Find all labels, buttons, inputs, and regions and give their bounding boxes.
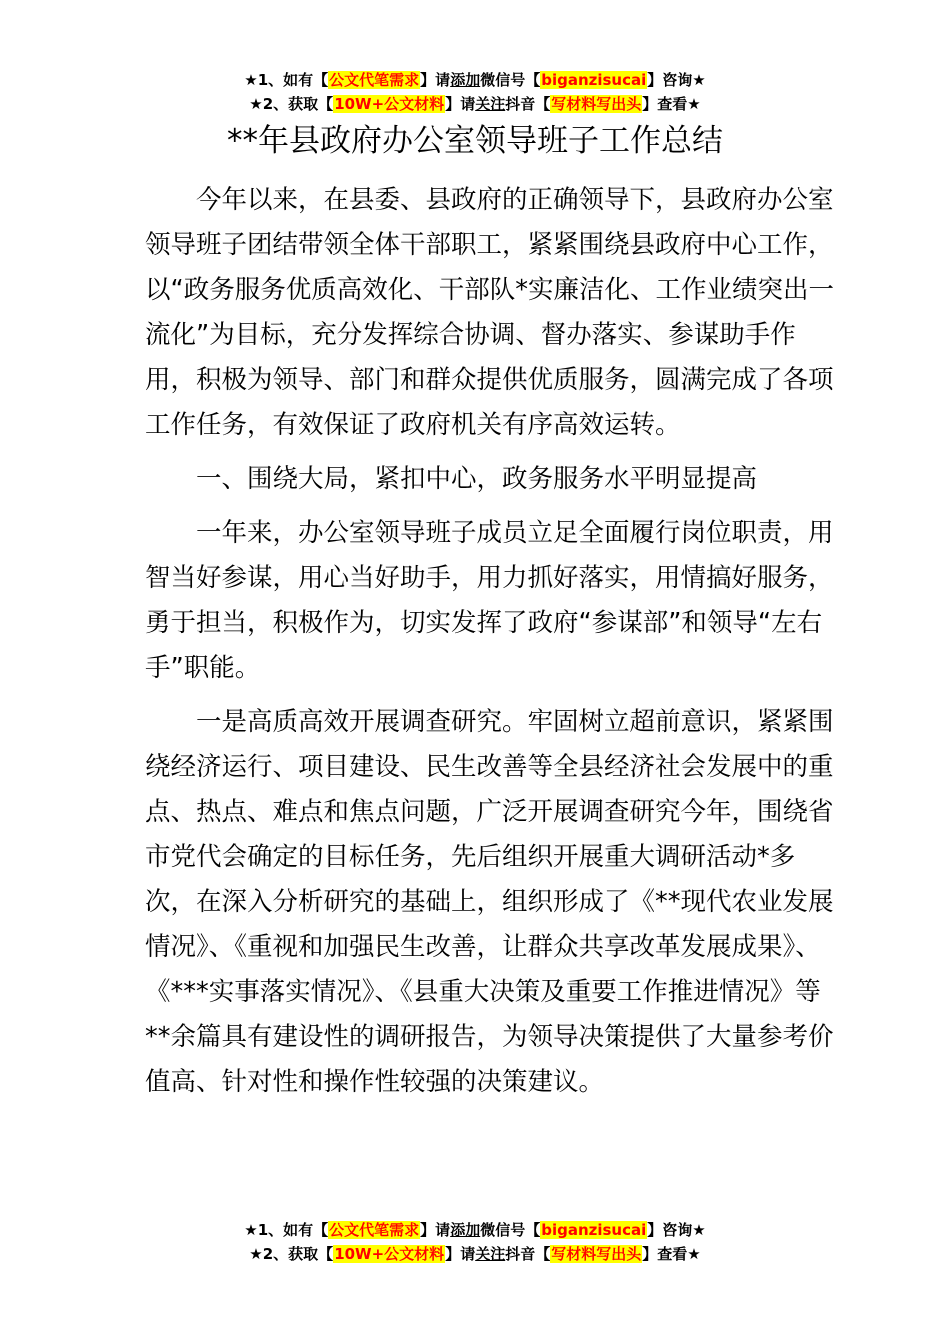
banner-line-2: ★2、获取【10W+公文材料】请关注抖音【写材料写出头】查看★: [249, 95, 701, 113]
banner-douyin-name: 写材料写出头: [551, 1245, 642, 1263]
banner-highlight: 公文代笔需求: [329, 71, 420, 89]
paragraph-intro: 今年以来，在县委、县政府的正确领导下，县政府办公室领导班子团结带领全体干部职工，紧紧围绕县政府中心工作，以“政务服务优质高效化、干部队*实廉洁化、工作业绩突出一流化”为目标，充分发挥综合协调、督办落实、参谋助手作用，积极为领导、部门和群众提供优质服务，圆满完成了各项工作任务，有效保证了政府机关有序高效运转。: [145, 185, 834, 440]
header-banner: [0, 68, 950, 116]
paragraph-section-1: 一年来，办公室领导班子成员立足全面履行岗位职责，用智当好参谋，用心当好助手，用力抓好落实，用情搞好服务，勇于担当，积极作为，切实发挥了政府“参谋部”和领导“左右手”职能。: [145, 518, 834, 683]
banner-line-1: ★1、如有【公文代笔需求】请添加微信号【biganzisucai】咨询★: [244, 1221, 706, 1239]
banner-douyin-name: 写材料写出头: [551, 95, 642, 113]
footer-banner: [0, 1218, 950, 1266]
banner-highlight: 10W+公文材料: [334, 1245, 445, 1263]
banner-highlight: 公文代笔需求: [329, 1221, 420, 1239]
banner-line-2: ★2、获取【10W+公文材料】请关注抖音【写材料写出头】查看★: [249, 1245, 701, 1263]
banner-wechat-id: biganzisucai: [541, 71, 647, 89]
document-title: **年县政府办公室领导班子工作总结: [227, 123, 723, 159]
banner-line-1: ★1、如有【公文代笔需求】请添加微信号【biganzisucai】咨询★: [244, 71, 706, 89]
document-body: [145, 178, 835, 1114]
paragraph-research: 一是高质高效开展调查研究。牢固树立超前意识，紧紧围绕经济运行、项目建设、民生改善等全县经济社会发展中的重点、热点、难点和焦点问题，广泛开展调查研究今年，围绕省市党代会确定的目标任务，先后组织开展重大调研活动*多次，在深入分析研究的基础上，组织形成了《**现代农业发展情况》、《重视和加强民生改善，让群众共享改革发展成果》、《***实事落实情况》、《县重大决策及重要工作推进情况》等**余篇具有建设性的调研报告，为领导决策提供了大量参考价值高、针对性和操作性较强的决策建议。: [145, 707, 834, 1097]
section-heading-1: 一、围绕大局，紧扣中心，政务服务水平明显提高: [196, 464, 758, 494]
banner-wechat-id: biganzisucai: [541, 1221, 647, 1239]
banner-highlight: 10W+公文材料: [334, 95, 445, 113]
